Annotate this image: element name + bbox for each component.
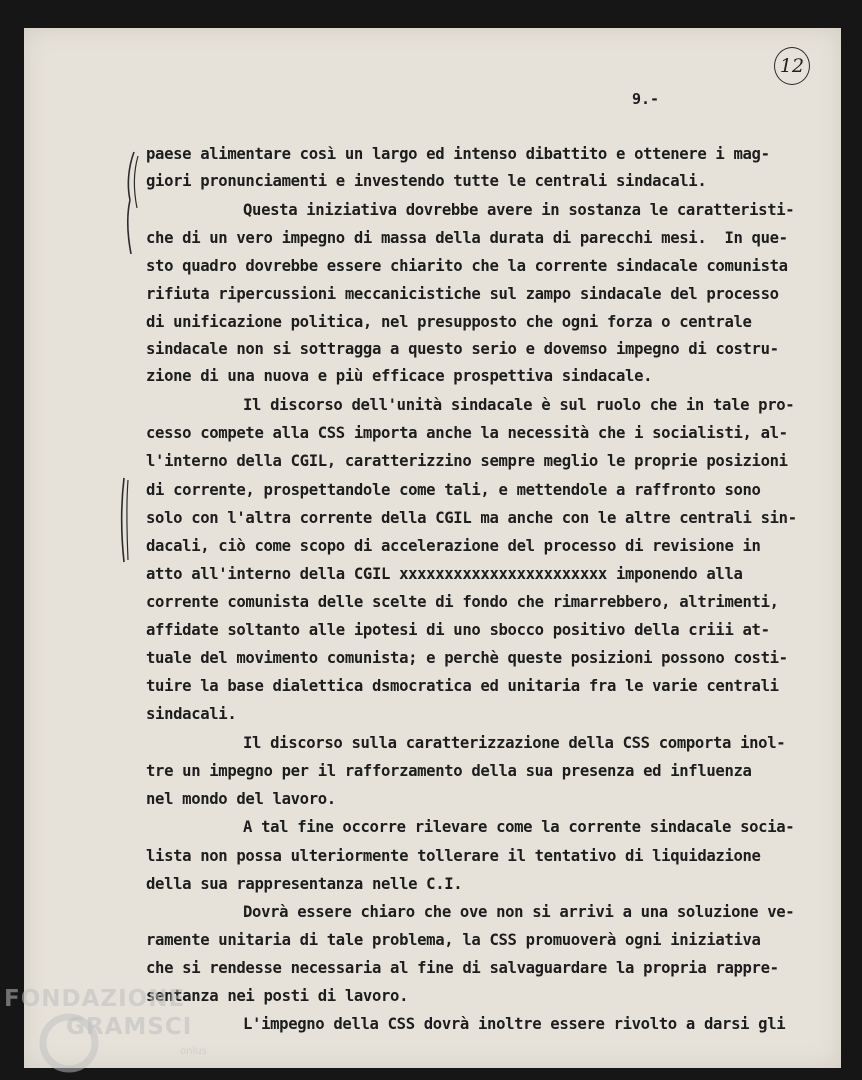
text-line: rifiuta ripercussioni meccanicistiche sul zampo sindacale del processo (146, 285, 779, 303)
text-line: corrente comunista delle scelte di fondo che rimarrebbero, altrimenti, (146, 593, 779, 611)
text-line: sentanza nei posti di lavoro. (146, 987, 409, 1005)
text-line: tre un impegno per il rafforzamento della sua presenza ed influenza (146, 762, 752, 780)
text-line: ramente unitaria di tale problema, la CSS promuoverà ogni iniziativa (146, 931, 761, 949)
text-line: nel mondo del lavoro. (146, 790, 336, 808)
text-line: della sua rappresentanza nelle C.I. (146, 875, 463, 893)
handwritten-margin-mark-icon (118, 148, 148, 258)
text-line: l'interno della CGIL, caratterizzino sempre meglio le proprie posizioni (146, 452, 788, 470)
text-line: zione di una nuova e più efficace prospettiva sindacale. (146, 367, 653, 385)
text-line: cesso compete alla CSS importa anche la necessità che i socialisti, al- (146, 424, 788, 442)
text-line: di unificazione politica, nel presupposto che ogni forza o centrale (146, 313, 752, 331)
archive-watermark (4, 986, 244, 1080)
text-line: Dovrà essere chiaro che ove non si arrivi a una soluzione ve- (243, 903, 795, 921)
text-line: che si rendesse necessaria al fine di salvaguardare la propria rappre- (146, 959, 779, 977)
text-line: di corrente, prospettandole come tali, e mettendole a raffronto sono (146, 481, 761, 499)
text-line: sindacali. (146, 705, 237, 723)
text-line: tuale del movimento comunista; e perchè queste posizioni possono costi- (146, 649, 788, 667)
text-line: A tal fine occorre rilevare come la corrente sindacale socia- (243, 818, 795, 836)
text-line: giori pronunciamenti e investendo tutte le centrali sindacali. (146, 172, 707, 190)
page-number: 9.- (632, 90, 660, 108)
text-line: sto quadro dovrebbe essere chiarito che la corrente sindacale comunista (146, 257, 788, 275)
watermark-title: FONDAZIONE (4, 986, 186, 1012)
text-line: sindacale non si sottragga a questo serio e dovemso impegno di costru- (146, 340, 779, 358)
text-line-with-strikeout: atto all'interno della CGIL xxxxxxxxxxxxxxxxxxxxxxx imponendo alla (146, 565, 743, 583)
text-line: L'impegno della CSS dovrà inoltre essere rivolto a darsi gli (243, 1015, 786, 1033)
text-line: Il discorso dell'unità sindacale è sul ruolo che in tale pro- (243, 396, 795, 414)
text-line: paese alimentare così un largo ed intenso dibattito e ottenere i mag- (146, 145, 770, 163)
text-line: tuire la base dialettica dsmocratica ed unitaria fra le varie centrali (146, 677, 779, 695)
text-line: Il discorso sulla caratterizzazione della CSS comporta inol- (243, 734, 786, 752)
archive-number-stamp: 12 (774, 47, 810, 85)
text-line: Questa iniziativa dovrebbe avere in sostanza le caratteristi- (243, 201, 795, 219)
text-line: che di un vero impegno di massa della durata di parecchi mesi. In que- (146, 229, 788, 247)
text-line: affidate soltanto alle ipotesi di uno sbocco positivo della criii at- (146, 621, 770, 639)
text-line: solo con l'altra corrente della CGIL ma anche con le altre centrali sin- (146, 509, 797, 527)
watermark-tag: onlus (180, 1046, 207, 1057)
handwritten-bracket-mark-icon (116, 474, 136, 566)
watermark-subtitle: GRAMSCI (66, 1014, 193, 1040)
text-line: dacali, ciò come scopo di accelerazione del processo di revisione in (146, 537, 761, 555)
text-line: lista non possa ulteriormente tollerare il tentativo di liquidazione (146, 847, 761, 865)
